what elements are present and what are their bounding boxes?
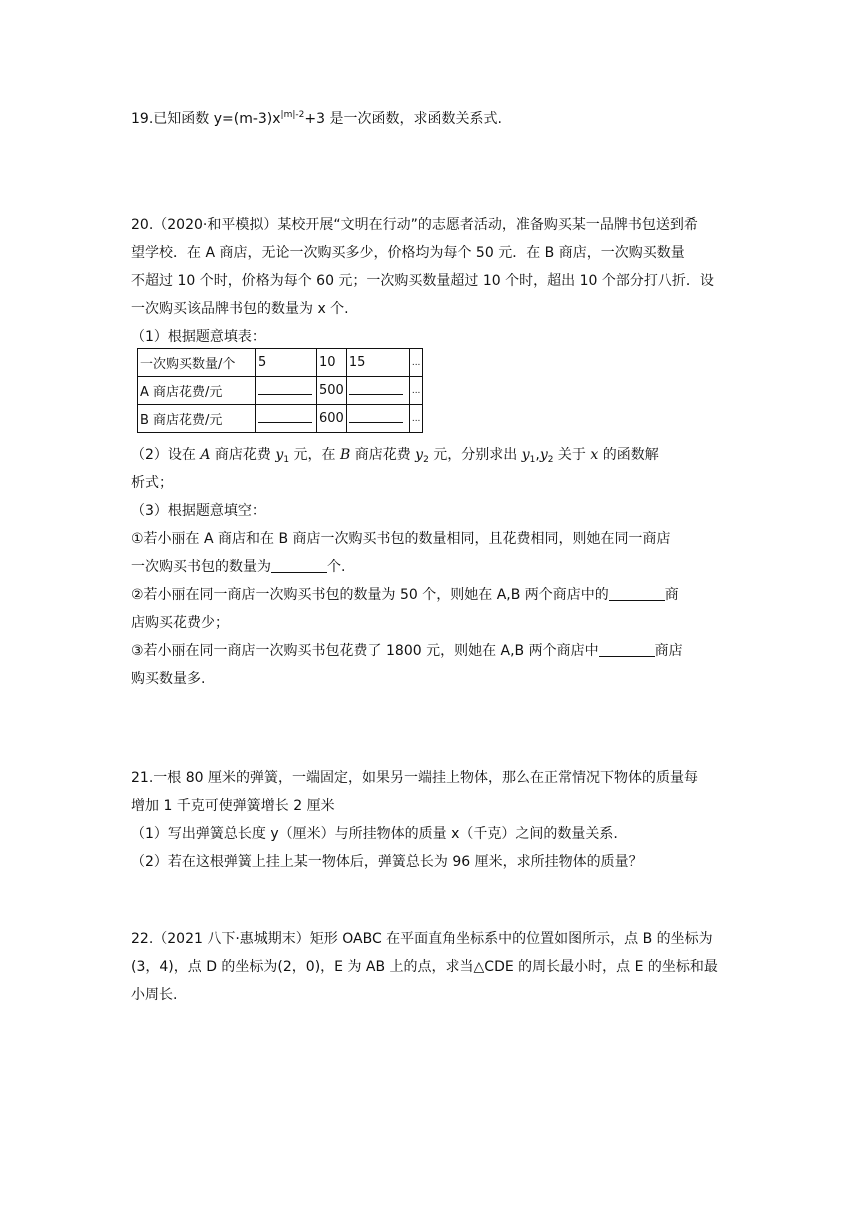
q20-part-2-cont: 析式； — [131, 475, 173, 491]
table-cell: 15 — [346, 349, 409, 377]
table-cell: 5 — [256, 349, 317, 377]
question-20-continued — [131, 441, 731, 693]
q21-line-4: （2）若在这根弹簧上挂上某一物体后，弹簧总长为 96 厘米，求所挂物体的质量？ — [131, 854, 643, 870]
q20-part-2: （2）设在 A 商店花费 $y_1$ 元，在 B 商店花费 $y_2$ 元，分别求出 $y_1,y_2$ 关于 x 的函数解 — [131, 447, 659, 465]
question-21 — [131, 764, 731, 876]
q20-sub-1-line-2: 一次购买书包的数量为 个. — [131, 559, 346, 575]
question-19-text: 19.已知函数 $y=(m-3)x^{|m|-2}+3$ 是一次函数，求函数关系式. — [131, 110, 502, 127]
answer-blank[interactable] — [256, 405, 317, 433]
exponent: |m|-2 — [280, 110, 305, 120]
answer-blank[interactable] — [346, 377, 409, 405]
blank-line — [349, 410, 403, 423]
answer-blank[interactable] — [599, 642, 655, 657]
blank-line — [349, 382, 403, 395]
q22-line-1: 22.（2021 八下·惠城期末）矩形 OABC 在平面直角坐标系中的位置如图所示，点 B 的坐标为 — [131, 931, 713, 947]
blank-line — [258, 382, 312, 395]
table-row — [138, 405, 423, 433]
q20-sub-2-line-2: 店购买花费少； — [131, 615, 229, 631]
q22-line-3: 小周长. — [131, 987, 178, 1003]
table-cell: 600 — [317, 405, 347, 433]
q20-part-3: （3）根据题意填空： — [131, 503, 266, 519]
blank-line — [258, 410, 312, 423]
table-cell: 10 — [317, 349, 347, 377]
question-22 — [131, 925, 731, 1009]
q22-line-2: (3，4)，点 D 的坐标为(2，0)，E 为 AB 上的点，求当△CDE 的周长最小时，点 E 的坐标和最 — [131, 959, 718, 975]
q20-sub-1-line-1: ①若小丽在 A 商店和在 B 商店一次购买书包的数量相同，且花费相同，则她在同一商店 — [131, 531, 671, 547]
q21-line-3: （1）写出弹簧总长度 y（厘米）与所挂物体的质量 x（千克）之间的数量关系. — [131, 826, 618, 842]
answer-blank[interactable] — [271, 558, 327, 573]
q20-sub-2-line-1: ②若小丽在同一商店一次购买书包的数量为 50 个，则她在 A,B 两个商店中的 商 — [131, 587, 679, 603]
table-row — [138, 377, 423, 405]
q21-line-2: 增加 1 千克可使弹簧增长 2 厘米 — [131, 798, 335, 814]
q20-line-2: 望学校．在 A 商店，无论一次购买多少，价格均为每个 50 元．在 B 商店，一次购买数量 — [131, 245, 685, 261]
table-cell: A 商店花费/元 — [138, 377, 256, 405]
fill-in-table — [137, 348, 423, 433]
table-cell: ... — [409, 377, 423, 405]
q20-line-3: 不超过 10 个时，价格为每个 60 元；一次购买数量超过 10 个时，超出 10 个部分打八折．设 — [131, 273, 714, 289]
q20-line-1: 20.（2020·和平模拟）某校开展“文明在行动”的志愿者活动，准备购买某一品牌书包送到希 — [131, 217, 698, 233]
table-cell: ... — [409, 349, 423, 377]
table-cell: 500 — [317, 377, 347, 405]
table-cell: ... — [409, 405, 423, 433]
answer-blank[interactable] — [256, 377, 317, 405]
q20-part-1: （1）根据题意填表： — [131, 329, 266, 345]
question-19 — [131, 105, 731, 133]
q21-line-1: 21.一根 80 厘米的弹簧，一端固定，如果另一端挂上物体，那么在正常情况下物体的质量每 — [131, 770, 698, 786]
table-cell: 一次购买数量/个 — [138, 349, 256, 377]
table-row — [138, 349, 423, 377]
q20-sub-3-line-1: ③若小丽在同一商店一次购买书包花费了 1800 元，则她在 A,B 两个商店中 商店 — [131, 643, 683, 659]
q20-sub-3-line-2: 购买数量多. — [131, 671, 206, 687]
q20-line-4: 一次购买该品牌书包的数量为 x 个. — [131, 301, 349, 317]
table-cell: B 商店花费/元 — [138, 405, 256, 433]
question-20 — [131, 211, 731, 351]
answer-blank[interactable] — [609, 586, 665, 601]
answer-blank[interactable] — [346, 405, 409, 433]
